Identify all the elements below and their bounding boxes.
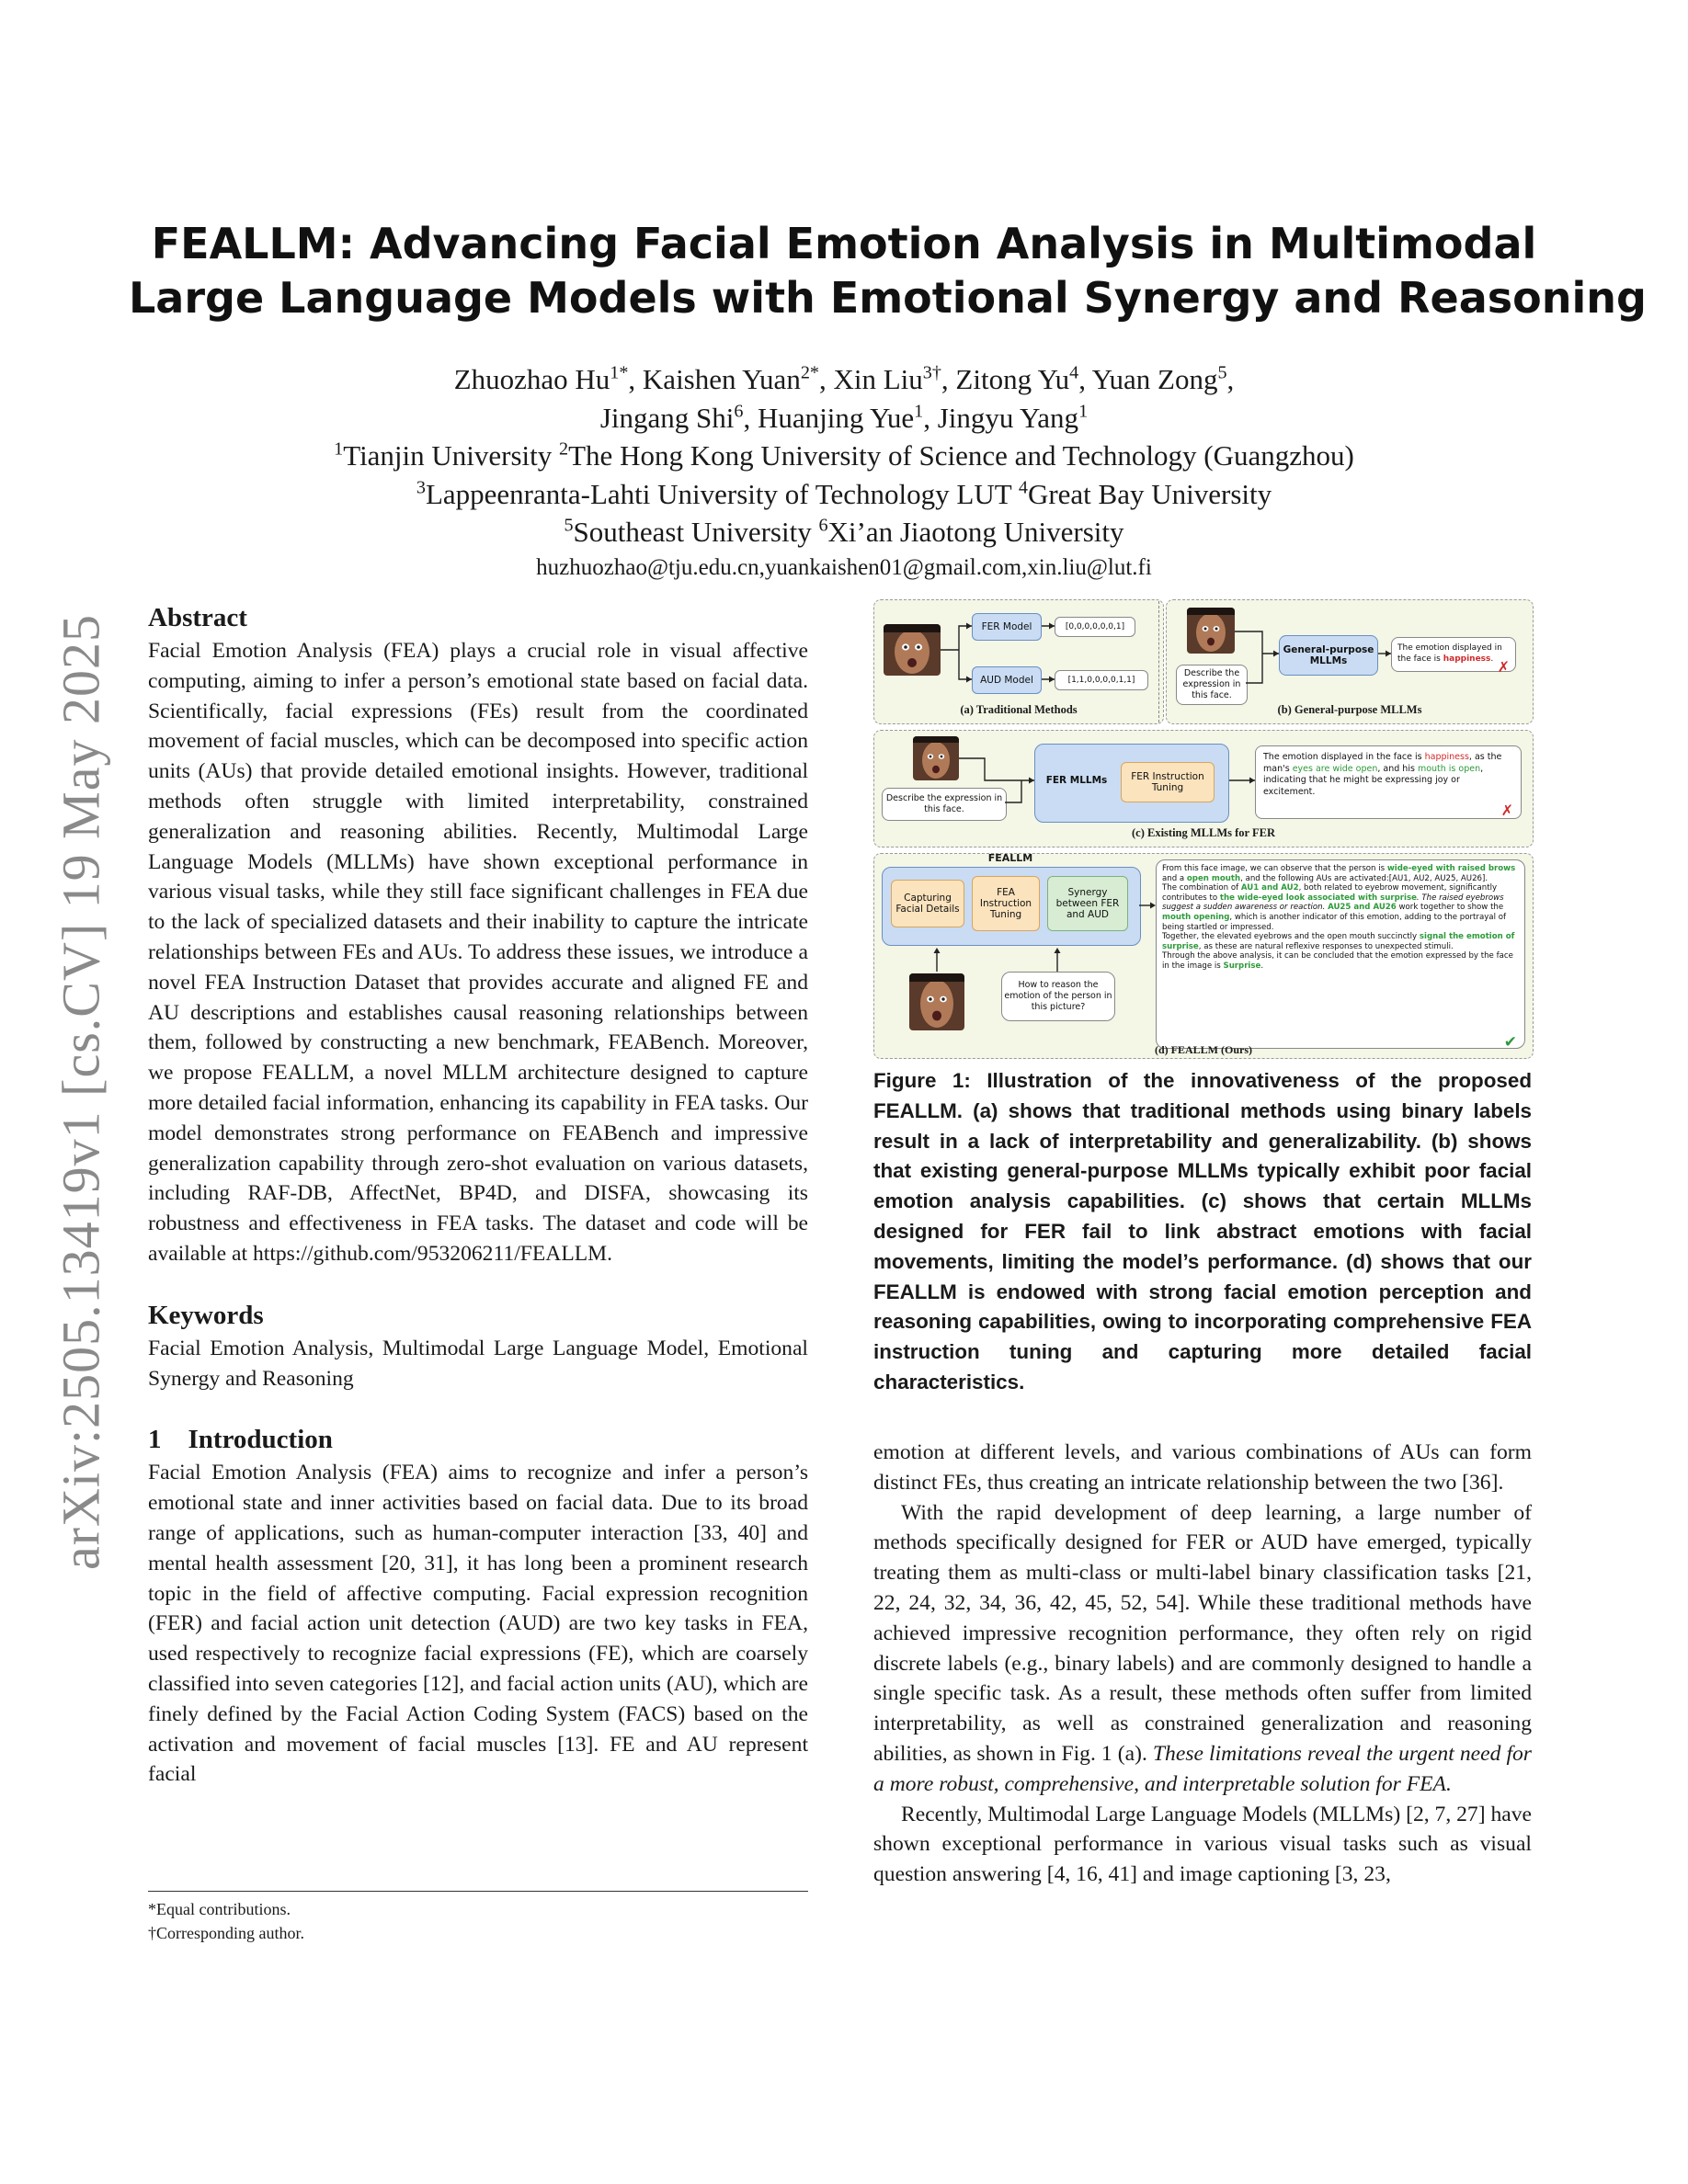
affiliation-mark: 4 [1018, 477, 1028, 498]
author-mark: 1* [610, 362, 629, 383]
author-name: , Kaishen Yuan [628, 363, 801, 395]
author-name: , Jingyu Yang [923, 401, 1079, 434]
footnotes [148, 1897, 808, 1945]
output-emotion: happiness [1424, 752, 1469, 762]
author-name: Zhuozhao Hu [453, 363, 610, 395]
author-separator: , [1226, 363, 1235, 395]
keywords-heading: Keywords [148, 1300, 264, 1330]
reasoning-cue: mouth opening [1162, 912, 1230, 922]
reasoning-cue: AU25 and AU26 [1328, 903, 1397, 913]
panel-b-prompt: Describe the expression in this face. [1176, 665, 1248, 705]
affiliation-line-3 [129, 513, 1559, 552]
reasoning-text: From this face image, we can observe that the person is [1162, 864, 1387, 873]
reasoning-text: and a [1162, 873, 1187, 883]
arxiv-identifier: arXiv:2505.13419v1 [cs.CV] 19 May 2025 [51, 613, 111, 1571]
fea-instruction-tuning-node: FEA Instruction Tuning [972, 876, 1040, 931]
panel-d-prompt: How to reason the emotion of the person in this picture? [1001, 972, 1115, 1021]
output-cue: mouth is open [1417, 763, 1481, 774]
reasoning-emotion: Surprise [1223, 961, 1261, 971]
footnote-rule [148, 1891, 808, 1892]
author-mark: 6 [734, 401, 744, 422]
check-icon: ✔ [1503, 1033, 1517, 1052]
affiliation-line-2 [129, 475, 1559, 514]
panel-d [873, 853, 1534, 1059]
reasoning-text: . [1260, 961, 1264, 971]
output-emotion: happiness [1443, 654, 1491, 664]
panel-c-prompt: Describe the expression in this face. [882, 788, 1007, 821]
panel-b-output [1391, 637, 1516, 676]
general-mllm-node: General-purpose MLLMs [1279, 635, 1378, 676]
synergy-node: Synergy between FER and AUD [1047, 876, 1128, 931]
right-column [873, 1438, 1532, 1890]
author-mark: 4 [1069, 362, 1079, 383]
reasoning-cue: wide-eyed with raised brows [1386, 864, 1516, 873]
right-paragraph-2 [873, 1498, 1532, 1800]
figure-1 [873, 599, 1532, 1057]
paragraph-emphasis: These limitations reveal the urgent need for a more robust, comprehensive, and interpretable solution for FEA. [873, 1741, 1532, 1796]
footnote-equal-contribution: *Equal contributions. [148, 1900, 291, 1918]
section-heading-introduction: 1 Introduction [148, 1425, 333, 1455]
panel-c-output [1255, 745, 1522, 819]
cross-icon: ✗ [1497, 658, 1510, 676]
author-line-1 [129, 360, 1559, 399]
affiliation-name: Lappeenranta-Lahti University of Technology LUT [425, 477, 1019, 510]
reasoning-text: The combination of [1162, 883, 1241, 893]
output-text: The emotion displayed in the face is [1263, 752, 1425, 762]
output-text: The emotion displayed in the face is [1397, 643, 1502, 664]
affiliation-mark: 2 [559, 438, 569, 460]
panel-b-label: (b) General-purpose MLLMs [1277, 703, 1422, 716]
output-text: , and his [1377, 763, 1418, 774]
affiliation-mark: 6 [818, 515, 828, 536]
reasoning-text: , and the following AUs are activated:[AU1, AU2, AU25, AU26]. [1240, 873, 1488, 883]
author-line-2 [129, 399, 1559, 438]
affiliation-name: The Hong Kong University of Science and Technology (Guangzhou) [568, 439, 1354, 472]
reasoning-text: , as these are natural reflexive responses to unexpected stimuli. [1198, 941, 1454, 951]
panel-a-label: (a) Traditional Methods [960, 703, 1078, 716]
title-line-1: FEALLM: Advancing Facial Emotion Analysis in Multimodal [151, 219, 1537, 268]
panel-divider [1158, 601, 1159, 722]
figure-1-caption [873, 1066, 1532, 1398]
reasoning-text: , both related to eyebrow movement, significantly contributes to [1162, 883, 1498, 903]
affiliation-name: Xi’an Jiaotong University [827, 516, 1124, 548]
right-paragraph-3: Recently, Multimodal Large Language Models (MLLMs) [2, 7, 27] have shown exceptional performance in various visual tasks such as visual question answering [4, 16, 41] and image captioning [3, 23, [873, 1802, 1533, 1887]
author-mark: 2* [800, 362, 819, 383]
reasoning-cue: AU1 and AU2 [1240, 883, 1299, 893]
feallm-title: FEALLM [987, 852, 1033, 864]
fer-mllm-label: FER MLLMs [1045, 775, 1108, 786]
abstract-text: Facial Emotion Analysis (FEA) plays a crucial role in visual affective computing, aiming to infer a person’s emotional state based on facial data. Scientifically, facial expressions (FEs) result from the coordinated movement of facial muscles, which can be decomposed into specific action units (AUs) that provide detailed emotional insights. However, traditional methods often struggle with limited interpretability, constrained generalization and reasoning abilities. Recently, Multimodal Large Language Models (MLLMs) have shown exceptional performance in various visual tasks, while they still face significant challenges in FEA due to the lack of specialized datasets and their inability to capture the intricate relationships between FEs and AUs. To address these issues, we introduce a novel FEA Instruction Dataset that provides accurate and aligned FE and AU descriptions and establishes causal reasoning relationships between them, followed by constructing a new benchmark, FEABench. Moreover, we propose FEALLM, a novel MLLM architecture designed to capture more detailed facial information, enhancing its capability in FEA tasks. Our model demonstrates strong performance on FEABench and impressive generalization capability through zero-shot evaluation on various datasets, including RAF-DB, AffectNet, BP4D, and DISFA, showcasing its robustness and effectiveness in FEA tasks. The dataset and code will be available at https://github.com/953206211/FEALLM. [148, 639, 808, 1266]
author-emails: huzhuozhao@tju.edu.cn,yuankaishen01@gmail.com,xin.liu@lut.fi [536, 554, 1152, 580]
footnote-corresponding-author: †Corresponding author. [148, 1924, 304, 1942]
right-paragraph-1: emotion at different levels, and various combinations of AUs can form distinct FEs, thus creating an intricate relationship between the two [36]. [873, 1440, 1532, 1495]
affiliation-line-1 [129, 437, 1559, 475]
output-text: . [1490, 654, 1494, 664]
title-line-2: Large Language Models with Emotional Synergy and Reasoning [129, 273, 1647, 323]
affiliation-mark: 1 [334, 438, 344, 460]
panel-c [873, 730, 1534, 847]
abstract-heading: Abstract [148, 603, 247, 632]
intro-paragraph: Facial Emotion Analysis (FEA) aims to recognize and infer a person’s emotional state and inner activities based on facial data. Due to its broad range of applications, such as human-computer interaction [33, 40] and mental health assessment [20, 31], it has long been a prominent research topic in the field of affective computing. Facial expression recognition (FER) and facial action unit detection (AUD) are two key tasks in FEA, used respectively to recognize facial expressions (FE), which are coarsely classified into seven categories [12], and facial action units (AU), which are finely defined by the Facial Action Coding System (FACS) based on the activation and movement of facial muscles [13]. FE and AU represent facial [148, 1461, 808, 1787]
reasoning-cue: open mouth [1186, 873, 1241, 883]
author-block [129, 360, 1559, 585]
reasoning-cue: signal the emotion of surprise [1162, 932, 1515, 951]
reasoning-text: , which is another indicator of this emotion, adding to the portrayal of being startled or impressed. [1162, 912, 1506, 932]
reasoning-text: Through the above analysis, it can be concluded that the emotion expressed by the face in the image is [1162, 951, 1513, 971]
reasoning-cue: the wide-eyed look associated with surprise [1219, 893, 1417, 903]
reasoning-text: . The raised eyebrows suggest a sudden awareness or reaction. [1162, 893, 1504, 913]
capturing-details-node: Capturing Facial Details [891, 880, 964, 927]
affiliation-name: Tianjin University [343, 439, 560, 472]
affiliation-mark: 5 [564, 515, 574, 536]
reasoning-text: Together, the elevated eyebrows and the open mouth succinctly [1162, 932, 1420, 942]
affiliation-mark: 3 [416, 477, 426, 498]
left-column [148, 599, 808, 1790]
fer-model-node: FER Model [972, 613, 1042, 641]
paragraph-text: With the rapid development of deep learning, a large number of methods specifically designed for FER or AUD have emerged, typically treating them as multi-class or multi-label binary classification tasks [21, 22, 24, 32, 34, 36, 42, 45, 52, 54]. While these traditional methods have achieved impressive recognition performance, they often rely on rigid discrete labels (e.g., binary labels) and are commonly designed to handle a single specific task. As a result, these methods often suffer from limited interpretability, as well as constrained generalization and reasoning abilities, as shown in Fig. 1 (a). [873, 1500, 1532, 1766]
affiliation-name: Great Bay University [1027, 477, 1272, 510]
panel-b [1166, 599, 1534, 724]
cross-icon: ✗ [1500, 801, 1513, 819]
fer-instruction-tuning-node: FER Instruction Tuning [1121, 762, 1215, 802]
output-text: , as the man's [1263, 752, 1502, 774]
author-mark: 3† [922, 362, 941, 383]
caption-text: Figure 1: Illustration of the innovativeness of the proposed FEALLM. (a) shows that traditional methods using binary labels result in a lack of interpretability and generalizability. (b) shows that existing general-purpose MLLMs typically exhibit poor facial emotion analysis capabilities. (c) shows that certain MLLMs designed for FER fail to link abstract emotions with facial movements, limiting the model’s performance. (d) shows that our FEALLM is endowed with strong facial emotion perception and reasoning capabilities, owing to incorporating comprehensive FEA instruction tuning and capturing more detailed facial characteristics. [873, 1069, 1532, 1393]
author-name: Jingang Shi [599, 401, 735, 434]
author-mark: 1 [914, 401, 924, 422]
paper-title [129, 217, 1647, 325]
author-name: , Yuan Zong [1078, 363, 1218, 395]
aud-model-node: AUD Model [972, 666, 1042, 694]
fer-output-label: [0,0,0,0,0,0,1] [1055, 617, 1135, 637]
author-name: , Xin Liu [818, 363, 923, 395]
panel-c-label: (c) Existing MLLMs for FER [1131, 826, 1275, 839]
author-mark: 1 [1078, 401, 1089, 422]
aud-output-label: [1,1,0,0,0,0,1,1] [1055, 670, 1148, 690]
affiliation-name: Southeast University [573, 516, 819, 548]
panel-d-label: (d) FEALLM (Ours) [1155, 1043, 1252, 1056]
arxiv-stamp [51, 596, 111, 1588]
author-name: , Huanjing Yue [743, 401, 915, 434]
output-cue: eyes are wide open [1292, 763, 1378, 774]
keywords-text: Facial Emotion Analysis, Multimodal Large Language Model, Emotional Synergy and Reasoning [148, 1336, 808, 1391]
author-mark: 5 [1217, 362, 1227, 383]
reasoning-text: work together to show the [1396, 903, 1504, 913]
panel-a [873, 599, 1164, 724]
author-name: , Zitong Yu [941, 363, 1070, 395]
output-text: , indicating that he might be expressing joy or excitement. [1263, 763, 1484, 797]
